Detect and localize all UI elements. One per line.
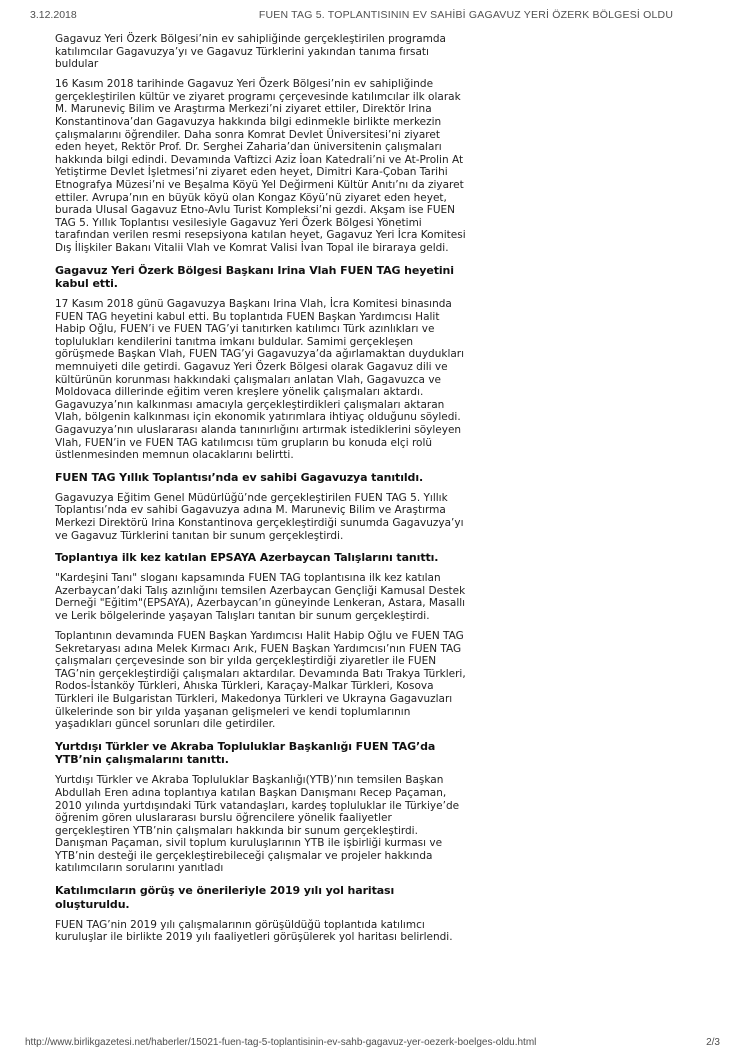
article-paragraph: 16 Kasım 2018 tarihinde Gagavuz Yeri Özerk Bölgesi’nin ev sahipliğinde gerçekleştirilen kültür ve ziyaret programı çerçevesinde katılımcılar ilk olarak M. Maruneviç Bilim ve Araştırma Merkezi’ni ziyaret ettiler, Direktör Irina Konstantinova’dan Gagavuzya hakkında bilgi edinmekle birlikte merkezin çalışmalarını öğrendiler. Daha sonra Komrat Devlet Üniversitesi’ni ziyaret eden heyet, Rektör Prof. Dr. Serghei Zaharia’dan üniversitenin çalışmaları hakkında bilgi edindi. Devamında Vaftizci Aziz İoan Katedrali’ni ve At-Prolin At Yetiştirme Devlet İşletmesi’ni ziyaret eden heyet, Dimitri Kara-Çoban Tarihi Etnografya Müzesi’ni ve Beşalma Köyü Yel Değirmeni Kültür Anıtı’nı da ziyaret ettiler. Avrupa’nın en büyük köyü olan Kongaz Köyü’nü ziyaret eden heyet, burada Ulusal Gagavuz Etno-Avlu Turist Kompleksi’ni gezdi. Akşam ise FUEN TAG 5. Yıllık Toplantısı vesilesiyle Gagavuz Yeri Özerk Bölgesi Yönetimi tarafından verilen resmi resepsiyona katılan heyet, Gagavuz Yeri İcra Komitesi Dış İlişkiler Bakanı Vitalii Vlah ve Komrat Valisi İvan Topal ile biraraya geldi. <box>55 78 466 254</box>
document-title: FUEN TAG 5. TOPLANTISININ EV SAHİBİ GAGAVUZ YERİ ÖZERK BÖLGESİ OLDU <box>258 9 674 21</box>
article-paragraph: FUEN TAG’nin 2019 yılı çalışmalarının görüşüldüğü toplantıda katılımcı kuruluşlar ile birlikte 2019 yılı faaliyetleri görüşülerek yol haritası belirlendi. <box>55 918 453 944</box>
article-paragraph: Gagavuzya Eğitim Genel Müdürlüğü’nde gerçekleştirilen FUEN TAG 5. Yıllık Toplantısı’nda ev sahibi Gagavuzya adına M. Maruneviç Bilim ve Araştırma Merkezi Direktörü Irina Konstantinova gerçekleştirdiği sunumda Gagavuzya’yı ve Gagavuz Türklerini tanıtan bir sunum gerçekleştirdi. <box>55 491 464 542</box>
article-paragraph: 17 Kasım 2018 günü Gagavuzya Başkanı Irina Vlah, İcra Komitesi binasında FUEN TAG heyetini kabul etti. Bu toplantıda FUEN Başkan Yardımcısı Halit Habip Oğlu, FUEN’i ve FUEN TAG’yi tanıtırken katılımcı Türk azınlıkları ve toplulukları kendilerini tanıtma imkanı buldular. Samimi gerçekleşen görüşmede Başkan Vlah, FUEN TAG’yi Gagavuzya’da ağırlamaktan duydukları memnuiyeti dile getirdi. Gagavuz Yeri Özerk Bölgesi olarak Gagavuz dili ve kültürünün korunması hakkındaki çalışmaları anlatan Vlah, Gagavuzca ve Moldovaca dillerinde eğitim veren kreşlere yönelik çalışmaları aktardı. Gagavuzya’nın kalkınması amacıyla gerçekleştirdikleri çalışmaları aktaran Vlah, bölgenin kalkınması için ekonomik yatırımlara ihtiyaç olduğunu söyledi. Gagavuzya’nın uluslararası alanda tanınırlığını artırmak istediklerini söyleyen Vlah, FUEN’in ve FUEN TAG katılımcısı tüm grupların bu konuda elçi rolü üstlenmesinden memnun olacaklarını belirtti. <box>55 298 465 462</box>
article-paragraph: Toplantının devamında FUEN Başkan Yardımcısı Halit Habip Oğlu ve FUEN TAG Sekretaryası adına Melek Kırmacı Arık, FUEN Başkan Yardımcısı’nın FUEN TAG çalışmaları çerçevesinde son bir yılda gerçekleştirdiği ziyaretler ile FUEN TAG’nin gerçekleştirdiği çalışmaları aktardılar. Devamında Batı Trakya Türkleri, Rodos-İstanköy Türkleri, Ahıska Türkleri, Karaçay-Malkar Türkleri, Kosova Türkleri ile Bulgaristan Türkleri, Makedonya Türkleri ve Ukrayna Gagavuzları ülkelerinde son bir yılda yaşanan gelişmeleri ve kendi toplumlarının yaşadıkları güncel sorunları dile getirdiler. <box>55 630 466 731</box>
print-header <box>30 9 722 21</box>
article-paragraph: Yurtdışı Türkler ve Akraba Topluluklar Başkanlığı(YTB)’nın temsilen Başkan Abdullah Eren adına toplantıya katılan Başkan Danışmanı Recep Paçaman, 2010 yılında yurtdışındaki Türk vatandaşları, kardeş topluluklar ile Türkiye’de öğrenim gören uluslararası burslu öğrencilere yönelik faaliyetler gerçekleştiren YTB’nin çalışmaları hakkında bir sunum gerçekleştirdi. Danışman Paçaman, sivil toplum kuruluşlarının YTB ile işbirliği kurması ve YTB’nin desteği ile gerçekleştirebileceği çalışmalar ve projeler hakkında katılımcıların sorularını yanıtladı <box>55 774 460 875</box>
article-heading: Katılımcıların görüş ve önerileriyle 2019 yılı yol haritası oluşturuldu. <box>55 884 395 911</box>
article-lead: Gagavuz Yeri Özerk Bölgesi’nin ev sahipliğinde gerçekleştirilen programda katılımcılar Gagavuzya’yı ve Gagavuz Türklerini yakından tanıma fırsatı buldular <box>55 33 446 71</box>
source-url: http://www.birlikgazetesi.net/haberler/15021-fuen-tag-5-toplantisinin-ev-sahb-gagavuz-yer-oezerk-boelges-oldu.html <box>25 1037 537 1048</box>
print-date: 3.12.2018 <box>30 9 77 21</box>
print-footer <box>25 1037 720 1048</box>
article-heading: FUEN TAG Yıllık Toplantısı’nda ev sahibi Gagavuzya tanıtıldı. <box>55 470 424 484</box>
article-paragraph: "Kardeşini Tanı" sloganı kapsamında FUEN TAG toplantısına ilk kez katılan Azerbaycan’daki Talış azınlığını temsilen Azerbaycan Gençliği Kamusal Destek Derneği "Eğitim"(EPSAYA), Azerbaycan’ın güneyinde Lenkeran, Astara, Masallı ve Lerik bölgelerinde yaşayan Talışları tanıtan bir sunum gerçekleştirdi. <box>55 572 466 622</box>
article-heading: Yurtdışı Türkler ve Akraba Topluluklar Başkanlığı FUEN TAG’da YTB’nin çalışmalarını tanıttı. <box>55 739 436 767</box>
article-heading: Gagavuz Yeri Özerk Bölgesi Başkanı Irina Vlah FUEN TAG heyetini kabul etti. <box>55 263 454 291</box>
article-body <box>55 33 467 951</box>
page-number: 2/3 <box>706 1037 720 1048</box>
article-heading: Toplantıya ilk kez katılan EPSAYA Azerbaycan Talışlarını tanıttı. <box>55 551 439 565</box>
